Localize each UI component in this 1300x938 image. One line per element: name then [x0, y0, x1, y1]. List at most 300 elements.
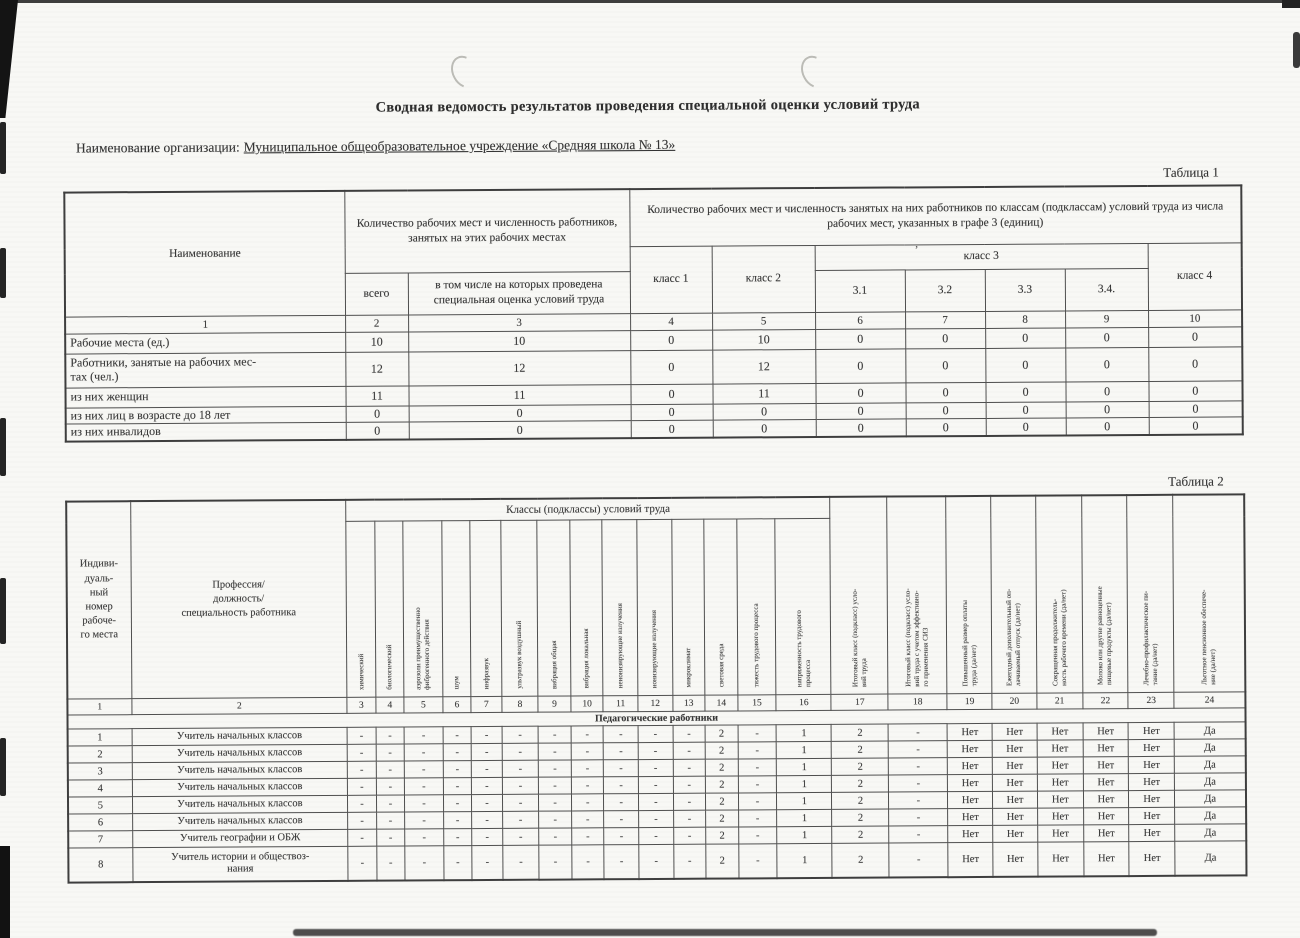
t2-value: -: [889, 809, 948, 826]
t2-value: -: [889, 741, 948, 758]
t2-value: Нет: [993, 842, 1038, 876]
t2-value: -: [571, 760, 604, 777]
t1-value: 0: [1149, 417, 1243, 435]
t1-column-number: 10: [1148, 309, 1242, 327]
t2-value: -: [502, 828, 539, 845]
t2-value: -: [571, 794, 604, 811]
t2-value: 1: [776, 741, 831, 758]
t2-value: -: [638, 776, 673, 793]
t2-column-number: 16: [776, 694, 831, 710]
t2-value: 2: [705, 725, 738, 742]
t2-value: Да: [1175, 824, 1246, 841]
t2-column-number: 24: [1174, 692, 1245, 708]
t2-column-number: 2: [131, 697, 347, 714]
t1-group-right-header: Количество рабочих мест и численность занятых на них работников по классам (подклассам) условий труда из числа рабочих мест, указанных в графе 3 (единиц): [629, 185, 1241, 246]
t2-value: -: [472, 760, 503, 777]
t1-value: 11: [408, 384, 630, 405]
t2-column-number: 6: [443, 697, 472, 713]
t1-column-number: 2: [345, 314, 408, 331]
t2-value: 2: [705, 742, 738, 759]
t2-row-number: 2: [68, 746, 132, 763]
t2-column-number: 21: [1037, 693, 1083, 709]
t2-value: -: [572, 845, 605, 879]
t2-column-number: 3: [347, 697, 376, 713]
t2-value: -: [405, 829, 444, 846]
table2-label: Таблица 2: [1168, 473, 1224, 489]
t2-value: -: [889, 758, 948, 775]
t2-value: 2: [832, 809, 889, 826]
t2-value: 2: [705, 759, 738, 776]
t1-value: 0: [409, 421, 631, 440]
t1-value: 12: [345, 351, 408, 385]
t2-column-number: 9: [538, 696, 571, 712]
t2-value: -: [638, 725, 673, 742]
organization-line: [76, 137, 675, 157]
t2-value: Нет: [948, 740, 993, 757]
t1-column-number: 7: [905, 311, 985, 328]
t1-value: 0: [1065, 347, 1148, 382]
t2-value: 2: [832, 792, 889, 809]
t2-right-header-label: Льготное пенсионное обеспече- ние (да/нет): [1200, 589, 1218, 685]
t2-right-header: [1036, 495, 1083, 693]
t1-value: 11: [345, 385, 408, 405]
t2-value: -: [673, 810, 706, 827]
t2-value: 2: [832, 775, 889, 792]
organization-label: Наименование организации:: [75, 139, 240, 156]
t2-value: 2: [832, 826, 889, 843]
t2-factor-header: [442, 521, 472, 697]
t1-value: 0: [815, 348, 905, 383]
t2-right-header: [991, 496, 1037, 694]
t2-factor-header-label: биологический: [385, 644, 394, 690]
t2-value: -: [443, 829, 472, 846]
t2-value: 1: [777, 792, 832, 809]
t2-value: Нет: [1037, 774, 1083, 791]
t2-value: -: [502, 760, 539, 777]
t2-value: -: [502, 794, 539, 811]
t2-value: -: [404, 744, 443, 761]
t2-value: -: [571, 777, 604, 794]
t2-value: -: [572, 828, 605, 845]
t1-class3-label: класс 3: [963, 249, 999, 263]
t1-value: 0: [816, 419, 906, 437]
t2-factor-header: [470, 520, 502, 696]
t1-class3-3-header: 3.3: [985, 268, 1065, 310]
t1-value: 0: [713, 403, 816, 420]
t2-value: Нет: [1129, 756, 1175, 773]
t2-value: -: [889, 843, 948, 877]
t2-value: -: [604, 760, 639, 777]
t2-value: Нет: [948, 757, 993, 774]
t2-value: -: [738, 759, 777, 776]
t2-value: -: [472, 811, 503, 828]
t1-row-label: Рабочие места (ед.): [65, 332, 345, 354]
t2-value: -: [502, 726, 539, 743]
t2-factor-header-label: тяжесть трудового процесса: [751, 603, 761, 688]
t2-profession: Учитель начальных классов: [132, 812, 348, 830]
t2-right-header-label: Итоговый класс (подкласс) усло- вий труда с учетом эффективно- го применения СИЗ: [903, 588, 931, 687]
t2-value: -: [738, 742, 777, 759]
t1-value: 10: [712, 329, 815, 350]
t1-class2-header: класс 2: [712, 245, 815, 313]
t2-value: Нет: [1038, 842, 1084, 876]
t2-value: -: [673, 742, 706, 759]
t2-value: Нет: [1037, 791, 1083, 808]
t2-right-header-label: Молоко или другие равноценные пищевые продукты (да/нет): [1095, 586, 1114, 686]
t2-value: Нет: [1129, 807, 1175, 824]
t2-value: 2: [831, 724, 888, 741]
t2-value: Нет: [992, 757, 1037, 774]
t2-row-number: 4: [68, 780, 132, 797]
t2-value: -: [443, 744, 472, 761]
t2-workplace-number-header: Индиви- дуаль- ный номер рабоче- го места: [66, 501, 131, 699]
t2-value: -: [539, 777, 572, 794]
t2-right-header-label: Итоговый класс (подкласс) усло- вий труда: [850, 588, 868, 687]
t2-value: -: [889, 826, 948, 843]
t2-value: -: [348, 846, 377, 880]
t2-factor-header: [346, 521, 376, 697]
t2-value: -: [347, 727, 376, 744]
t2-row-number: 6: [68, 814, 132, 831]
t1-value: 0: [905, 382, 985, 402]
t1-row-label: Работники, занятые на рабочих мес- тах (чел.): [65, 352, 345, 388]
t2-column-number: 8: [502, 696, 539, 712]
t2-column-number: 18: [888, 694, 947, 710]
t2-value: -: [376, 829, 405, 846]
t2-value: -: [347, 761, 376, 778]
t2-value: -: [472, 845, 503, 879]
t2-value: 2: [832, 758, 889, 775]
t2-value: Нет: [993, 825, 1038, 842]
t2-value: Нет: [948, 791, 993, 808]
t2-value: -: [604, 811, 639, 828]
t2-value: -: [471, 743, 502, 760]
t2-value: -: [604, 794, 639, 811]
t2-row-number: 1: [68, 729, 132, 746]
t2-factor-header: [501, 520, 539, 696]
t2-value: 1: [777, 843, 832, 877]
t2-factor-header: [671, 519, 705, 695]
organization-name: Муниципальное общеобразовательное учреждение «Средняя школа № 13»: [243, 136, 676, 155]
t2-factor-header: [602, 520, 638, 696]
t2-value: Нет: [948, 842, 993, 876]
t2-value: -: [502, 777, 539, 794]
t2-value: Нет: [992, 774, 1037, 791]
t1-value: 0: [713, 420, 816, 438]
t2-value: -: [503, 845, 540, 879]
t2-value: -: [538, 726, 571, 743]
t2-column-number: 1: [67, 699, 131, 715]
t2-column-number: 14: [705, 695, 738, 711]
t2-value: -: [639, 844, 674, 878]
t2-factor-header: [637, 519, 673, 695]
t2-value: Нет: [1083, 825, 1129, 842]
t2-factor-header-label: аэрозоли преимущественно фиброгенного действия: [414, 606, 432, 690]
t2-factor-header: [775, 518, 831, 694]
t1-class3-1-header: 3.1: [815, 269, 905, 312]
t1-class1-header: класс 1: [630, 246, 712, 313]
t2-value: -: [405, 795, 444, 812]
t2-factor-header: [537, 520, 571, 696]
t2-value: Да: [1175, 841, 1247, 875]
t2-value: Нет: [1083, 808, 1129, 825]
t2-factor-header-label: микроклимат: [684, 648, 693, 688]
t1-value: 0: [1066, 401, 1149, 418]
t1-value: 0: [631, 404, 713, 421]
t1-value: 0: [1148, 346, 1242, 381]
t2-value: -: [604, 743, 639, 760]
t1-value: 0: [905, 348, 985, 382]
t2-value: -: [673, 759, 706, 776]
t1-value: 0: [816, 402, 906, 419]
t2-value: 1: [777, 775, 832, 792]
t2-factor-header: [570, 520, 604, 696]
t1-column-number: 6: [815, 311, 905, 329]
t2-profession: Учитель начальных классов: [132, 778, 348, 796]
t2-value: -: [472, 828, 503, 845]
t1-value: 0: [906, 419, 986, 437]
t2-value: 2: [706, 810, 739, 827]
t2-row-number: 3: [68, 763, 132, 780]
t2-column-number: 15: [738, 695, 777, 711]
t2-value: -: [638, 793, 673, 810]
t2-value: -: [673, 725, 706, 742]
t2-row-number: 7: [68, 831, 132, 848]
t1-value: 0: [1065, 327, 1148, 348]
t2-column-number: 19: [947, 693, 992, 709]
t2-value: -: [738, 776, 777, 793]
t2-factor-header-label: химический: [356, 653, 365, 690]
t2-value: -: [443, 795, 472, 812]
t2-value: -: [738, 827, 777, 844]
t2-factor-header-label: световая среда: [716, 644, 725, 688]
t2-value: -: [888, 724, 947, 741]
t2-right-header: [946, 496, 992, 694]
t2-value: 1: [777, 758, 832, 775]
t2-value: -: [539, 845, 572, 879]
t2-value: Нет: [993, 791, 1038, 808]
t1-value: 0: [630, 384, 712, 405]
t2-value: Нет: [948, 825, 993, 842]
t2-value: Да: [1174, 739, 1245, 756]
t2-value: -: [347, 744, 376, 761]
t2-value: 1: [777, 809, 832, 826]
t2-value: -: [738, 844, 777, 878]
t2-value: -: [673, 793, 706, 810]
t2-value: -: [571, 726, 604, 743]
t1-value: 0: [985, 381, 1065, 401]
t1-value: 0: [1148, 380, 1242, 401]
t2-value: -: [738, 810, 777, 827]
t2-value: Да: [1174, 756, 1245, 773]
t1-column-number: 9: [1065, 310, 1148, 328]
t1-row-label: из них инвалидов: [66, 423, 346, 442]
t2-value: -: [571, 743, 604, 760]
t2-value: 2: [832, 843, 889, 877]
t2-right-header-label: Лечебно-профилактическое пи- тание (да/нет): [1141, 590, 1160, 685]
t1-class3-4-header: 3.4.: [1065, 268, 1148, 311]
t2-column-number: 23: [1128, 692, 1174, 708]
t2-profession: Учитель истории и обществоз- нания: [132, 846, 348, 881]
t1-value: 0: [905, 328, 985, 348]
t2-value: -: [443, 778, 472, 795]
t1-value: 0: [906, 402, 986, 419]
t2-column-number: 12: [638, 695, 673, 711]
t2-value: -: [472, 777, 503, 794]
t2-right-header: [1081, 495, 1128, 693]
t2-value: -: [404, 727, 443, 744]
t2-row-number: 8: [68, 848, 132, 882]
t1-row-label: из них женщин: [65, 386, 345, 408]
t2-value: -: [639, 810, 674, 827]
t1-value: 0: [630, 350, 712, 385]
t2-value: -: [348, 829, 377, 846]
t2-value: -: [889, 775, 948, 792]
t2-value: -: [539, 760, 572, 777]
t2-right-header: [1173, 494, 1246, 692]
t2-value: Да: [1174, 722, 1245, 739]
t2-value: Нет: [947, 723, 992, 740]
t2-value: -: [539, 794, 572, 811]
t2-value: 2: [706, 844, 739, 878]
t2-value: 1: [777, 826, 832, 843]
t2-factor-header: [736, 519, 776, 695]
t2-value: -: [604, 777, 639, 794]
t2-value: -: [376, 846, 405, 880]
t1-class3-2-header: 3.2: [905, 269, 985, 311]
t1-class4-header: класс 4: [1148, 242, 1242, 310]
t1-value: 0: [346, 422, 409, 440]
t2-right-header-label: Повышенный размер оплаты труда (да/нет): [960, 599, 978, 687]
t2-factor-header: [374, 521, 404, 697]
t2-value: Нет: [1083, 774, 1129, 791]
t2-value: 2: [706, 776, 739, 793]
t2-value: Нет: [1129, 773, 1175, 790]
t2-classes-band-header: Классы (подклассы) условий труда: [346, 497, 830, 521]
t2-right-header-label: Сокращенная продолжитель- ность рабочего времени (да/нет): [1050, 588, 1068, 686]
t2-column-number: 20: [992, 693, 1037, 709]
t1-value: 0: [409, 404, 631, 422]
t2-value: -: [673, 776, 706, 793]
t1-value: 10: [408, 330, 630, 351]
t2-value: -: [443, 727, 472, 744]
t2-section-header: Педагогические работники: [67, 708, 1245, 729]
t2-right-header: [1127, 495, 1174, 693]
t2-value: -: [502, 811, 539, 828]
t2-value: -: [604, 828, 639, 845]
t2-value: -: [348, 812, 377, 829]
t2-value: 2: [706, 793, 739, 810]
t2-value: -: [638, 742, 673, 759]
t2-value: Нет: [992, 740, 1037, 757]
table2-row: [68, 841, 1246, 882]
t1-value: 12: [408, 350, 630, 385]
t2-value: -: [348, 778, 377, 795]
t2-factor-header-label: вибрация общая: [549, 640, 559, 689]
t2-factor-header-label: вибрация локальная: [582, 628, 591, 689]
t1-value: 11: [712, 383, 815, 404]
t2-value: Нет: [1083, 842, 1129, 876]
t2-value: -: [603, 726, 638, 743]
t2-column-number: 10: [571, 696, 604, 712]
t2-value: Нет: [1083, 791, 1129, 808]
t2-value: -: [539, 828, 572, 845]
t2-profession: Учитель начальных классов: [132, 761, 348, 779]
t2-factor-header-label: ионизирующие излучения: [650, 609, 659, 688]
t2-value: -: [376, 744, 405, 761]
t2-value: -: [376, 795, 405, 812]
t2-value: Нет: [1083, 740, 1129, 757]
t2-value: -: [738, 793, 777, 810]
t2-value: -: [348, 795, 377, 812]
t2-right-header: [830, 497, 888, 695]
t2-value: Да: [1175, 773, 1246, 790]
t1-value: 0: [985, 347, 1065, 381]
t1-name-header: Наименование: [64, 191, 345, 317]
t2-value: -: [673, 827, 706, 844]
t2-factor-header: [704, 519, 738, 695]
t1-value: 0: [1066, 418, 1149, 436]
t2-value: Нет: [1038, 825, 1084, 842]
t2-value: -: [539, 811, 572, 828]
t2-value: -: [443, 812, 472, 829]
t1-column-number: 4: [630, 313, 712, 331]
t2-right-header-label: Ежегодный дополнительный оп- лачиваемый отпуск (да/нет): [1004, 588, 1023, 686]
t2-factor-header-label: ультразвук воздушный: [515, 620, 524, 689]
t2-value: -: [471, 726, 502, 743]
t2-value: Нет: [1129, 841, 1175, 875]
table-2: [65, 493, 1247, 883]
t2-column-number: 11: [603, 696, 638, 712]
t2-value: -: [889, 792, 948, 809]
t2-value: -: [376, 761, 405, 778]
t2-value: -: [539, 743, 572, 760]
t2-profession: Учитель начальных классов: [132, 795, 348, 813]
t1-column-number: 5: [712, 312, 815, 330]
t2-column-number: 7: [471, 696, 502, 712]
t2-value: Нет: [948, 808, 993, 825]
t2-factor-header: [403, 521, 443, 697]
t2-value: Нет: [1037, 808, 1083, 825]
t2-value: Нет: [1037, 740, 1083, 757]
t2-value: Нет: [948, 774, 993, 791]
t2-value: 2: [832, 741, 889, 758]
t2-factor-header-label: неионизирующие излучения: [615, 603, 625, 689]
t2-value: -: [673, 844, 706, 878]
t1-column-number: 1: [65, 315, 345, 334]
t1-column-number: 8: [985, 310, 1065, 327]
t1-column-number: 3: [408, 313, 630, 331]
t2-value: Нет: [1128, 722, 1174, 739]
t2-column-number: 13: [672, 695, 705, 711]
t1-value: 0: [1148, 326, 1242, 347]
t2-value: -: [376, 812, 405, 829]
t2-value: Нет: [1037, 757, 1083, 774]
t2-factor-header-label: напряженность трудового процесса: [794, 610, 812, 688]
t1-value: 0: [986, 401, 1066, 418]
t2-profession: Учитель начальных классов: [132, 744, 348, 762]
table1-label: Таблица 1: [1163, 164, 1219, 180]
t2-value: -: [502, 743, 539, 760]
t2-value: -: [376, 778, 405, 795]
t2-factor-header-label: инфразвук: [481, 657, 490, 690]
t1-value: 0: [1065, 381, 1148, 402]
t2-value: Да: [1175, 790, 1246, 807]
t1-value: 0: [815, 382, 905, 403]
t2-value: Да: [1175, 807, 1246, 824]
t2-row-number: 5: [68, 797, 132, 814]
t2-value: 2: [706, 827, 739, 844]
